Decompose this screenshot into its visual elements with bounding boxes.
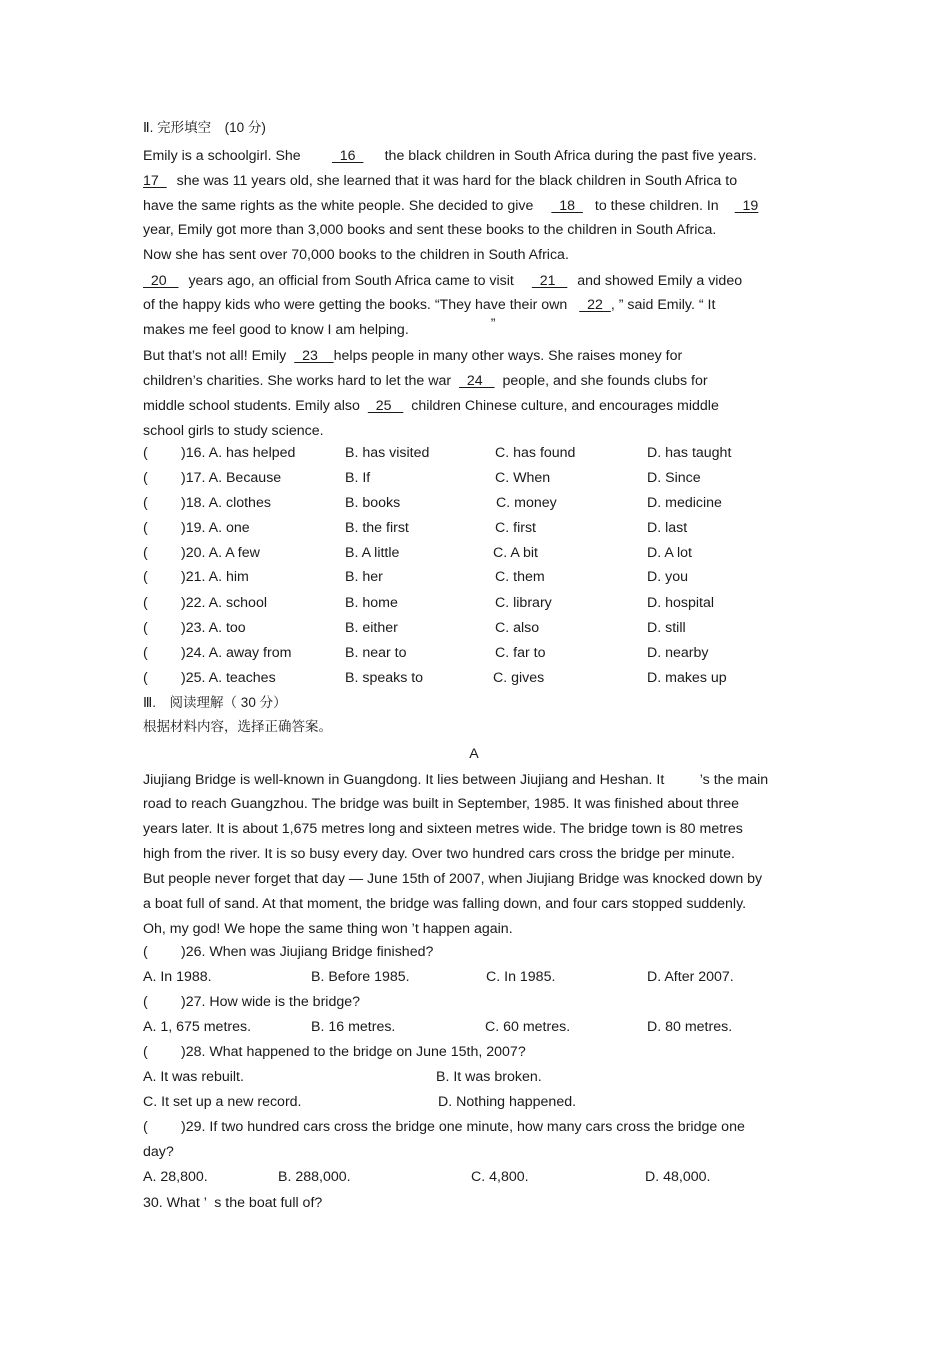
passage-line: 17 she was 11 years old, she learned that it was hard for the black children in South Africa to	[143, 173, 738, 189]
passage-line: 20 years ago, an official from South Africa came to visit 21 and showed Emily a video	[143, 273, 743, 289]
passage-line: But that’s not all! Emily 23 helps people in many other ways. She raises money for	[143, 348, 683, 364]
option-a: A. 28,800.	[143, 1169, 208, 1185]
answer-paren[interactable]: (	[143, 495, 148, 511]
passage-line: of the happy kids who were getting the books. “They have their own 22 , ” said Emily. “ It	[143, 297, 716, 313]
blank-19: 19	[734, 198, 759, 214]
option-c: C. 4,800.	[471, 1169, 529, 1185]
blank-23: 23	[294, 348, 334, 364]
question-stem: )27. How wide is the bridge?	[181, 994, 361, 1010]
blank-20: 20	[143, 273, 179, 289]
option-a: A. It was rebuilt.	[143, 1069, 244, 1085]
reading-line: But people never forget that day — June 15th of 2007, when Jiujiang Bridge was knocked down by	[143, 871, 763, 887]
answer-paren[interactable]: (	[143, 595, 148, 611]
blank-22: 22	[579, 297, 611, 313]
option-c: C. It set up a new record.	[143, 1094, 302, 1110]
reading-line: high from the river. It is so busy every day. Over two hundred cars cross the bridge per minute.	[143, 846, 735, 862]
section3-instruction: 根据材料内容，选择正确答案。	[143, 719, 332, 734]
option-a: A. 1, 675 metres.	[143, 1019, 252, 1035]
reading-line: years later. It is about 1,675 metres long and sixteen metres wide. The bridge town is 80 metres	[143, 821, 743, 837]
passage-line: year, Emily got more than 3,000 books and sent these books to the children in South Africa.	[143, 222, 717, 238]
answer-paren[interactable]: (	[143, 620, 148, 636]
passage-line: Emily is a schoolgirl. She 16 the black children in South Africa during the past five years.	[143, 148, 757, 164]
option-d: D. After 2007.	[647, 969, 734, 985]
blank-24: 24	[459, 373, 495, 389]
blank-18: 18	[551, 198, 583, 214]
answer-paren[interactable]: (	[143, 470, 148, 486]
option-a: A. In 1988.	[143, 969, 212, 985]
reading-line: a boat full of sand. At that moment, the bridge was falling down, and four cars stopped suddenly.	[143, 896, 747, 912]
question-stem: )26. When was Jiujiang Bridge finished?	[181, 944, 434, 960]
question-stem: )28. What happened to the bridge on June 15th, 2007?	[181, 1044, 526, 1060]
answer-paren[interactable]: (	[143, 645, 148, 661]
passage-line: Now she has sent over 70,000 books to the children in South Africa.	[143, 247, 569, 263]
section2-title: Ⅱ. 完形填空 (10 分)	[143, 120, 266, 135]
passage-label: A	[469, 746, 479, 762]
blank-17: 17	[143, 173, 167, 189]
passage-line: school girls to study science.	[143, 423, 324, 439]
blank-16: 16	[331, 148, 364, 164]
option-b: B. Before 1985.	[311, 969, 410, 985]
option-c: C. 60 metres.	[485, 1019, 571, 1035]
passage-line: middle school students. Emily also 25 children Chinese culture, and encourages middle	[143, 398, 719, 414]
passage-line: makes me feel good to know I am helping. ”	[143, 316, 496, 338]
option-b: B. It was broken.	[436, 1069, 542, 1085]
answer-paren[interactable]: (	[143, 944, 148, 960]
passage-line: have the same rights as the white people. She decided to give 18 to these children. In 19	[143, 198, 759, 214]
passage-line: children’s charities. She works hard to let the war 24 people, and she founds clubs for	[143, 373, 708, 389]
option-d: D. 48,000.	[645, 1169, 711, 1185]
question-30: 30. What ’ s the boat full of?	[143, 1195, 323, 1211]
answer-paren[interactable]: (	[143, 1044, 148, 1060]
option-b: B. 288,000.	[278, 1169, 351, 1185]
reading-line: Oh, my god! We hope the same thing won ’t happen again.	[143, 921, 513, 937]
section3-title: Ⅲ. 阅读理解（ 30 分）	[143, 695, 287, 710]
blank-21: 21	[531, 273, 568, 289]
answer-paren[interactable]: (	[143, 569, 148, 585]
option-b: B. 16 metres.	[311, 1019, 396, 1035]
question-stem: )29. If two hundred cars cross the bridge one minute, how many cars cross the bridge one	[181, 1119, 745, 1135]
question-stem-cont: day?	[143, 1144, 174, 1160]
reading-line: road to reach Guangzhou. The bridge was built in September, 1985. It was finished about three	[143, 796, 739, 812]
answer-paren[interactable]: (	[143, 1119, 148, 1135]
answer-paren[interactable]: (	[143, 545, 148, 561]
answer-paren[interactable]: (	[143, 520, 148, 536]
reading-line: Jiujiang Bridge is well-known in Guangdong. It lies between Jiujiang and Heshan. It ’s the main	[143, 772, 769, 788]
option-d: D. 80 metres.	[647, 1019, 733, 1035]
blank-25: 25	[367, 398, 404, 414]
option-c: C. In 1985.	[486, 969, 556, 985]
answer-paren[interactable]: (	[143, 445, 148, 461]
answer-paren[interactable]: (	[143, 670, 148, 686]
answer-paren[interactable]: (	[143, 994, 148, 1010]
option-d: D. Nothing happened.	[438, 1094, 577, 1110]
